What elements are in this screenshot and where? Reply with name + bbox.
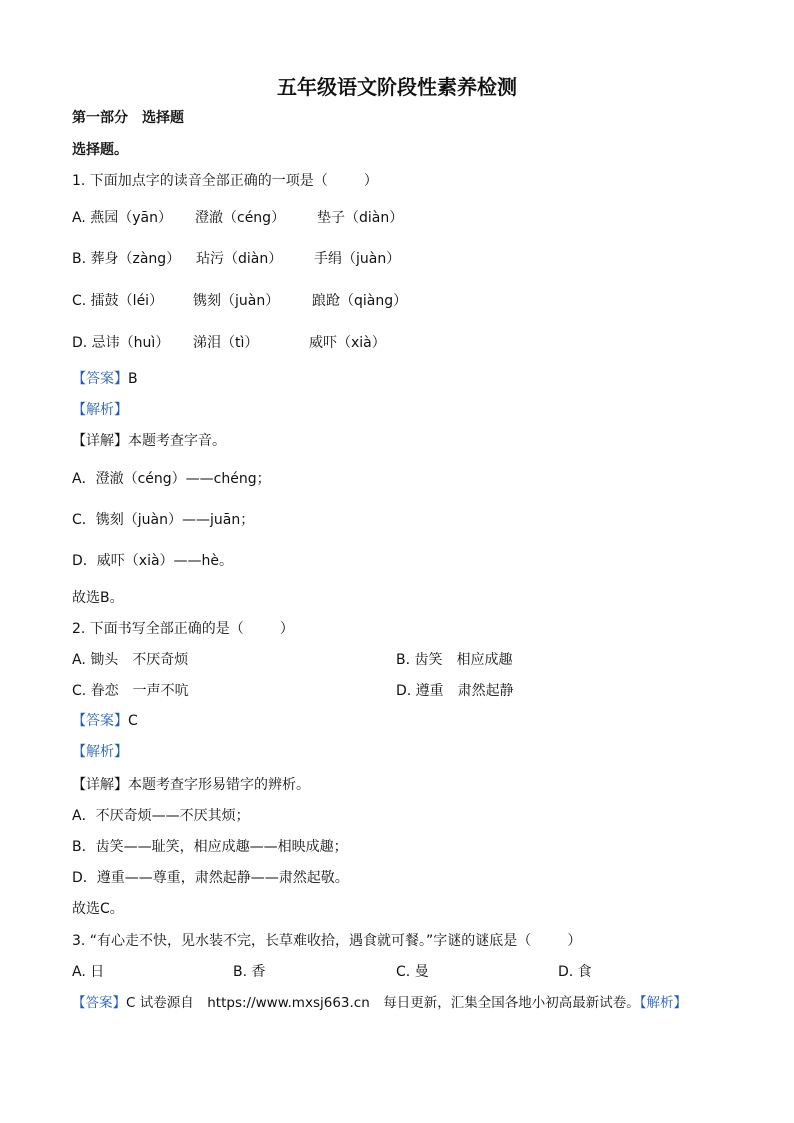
q1-stem-text: 1. 下面加点字的读音全部正确的一项是（ [72, 173, 328, 189]
q2-explain-line: A．不厌奇烦——不厌其烦； [72, 808, 250, 824]
option-word: 涕泪（tì） [193, 335, 259, 351]
q1-explain-line: D．威吓（xià）——hè。 [72, 553, 234, 569]
answer-value: C [126, 995, 136, 1011]
option-d: D. 遵重 肃然起静 [396, 683, 514, 699]
detail-text: 本题考查字形易错字的辨析。 [128, 777, 310, 793]
option-word: 澄澈（céng） [195, 210, 286, 226]
q1-detail [72, 432, 226, 450]
q1-conclusion: 故选B。 [72, 590, 124, 606]
option-word: B. 葬身（zàng） [72, 251, 181, 267]
q1-stem [72, 172, 378, 190]
analysis-tag: 【解析】 [639, 995, 688, 1011]
q1-option-a [72, 209, 672, 227]
option-c: C. 眷恋 一声不吭 [72, 683, 189, 699]
q1-stem-close: ） [363, 173, 378, 189]
option-word: A. 燕园（yān） [72, 210, 172, 226]
q2-options-row-2 [72, 682, 722, 700]
option-word: 垫子（diàn） [317, 210, 404, 226]
answer-tag: 【答案】 [72, 371, 128, 387]
detail-tag: 【详解】 [72, 777, 128, 793]
option-b: B. 香 [233, 964, 266, 980]
q2-answer [72, 712, 138, 730]
option-word: D. 忌讳（huì） [72, 335, 170, 351]
option-word: 镌刻（juàn） [193, 293, 280, 309]
answer-tag: 【答案】 [72, 713, 128, 729]
q2-stem [72, 620, 294, 638]
answer-value: B [128, 371, 138, 387]
q1-option-d [72, 334, 672, 352]
option-a: A. 锄头 不厌奇烦 [72, 652, 189, 668]
option-d: D. 食 [558, 964, 592, 980]
option-word: 踉跄（qiàng） [312, 293, 408, 309]
q1-answer [72, 370, 138, 388]
option-word: C. 擂鼓（léi） [72, 293, 164, 309]
detail-tag: 【详解】 [72, 433, 128, 449]
answer-value: C [128, 713, 138, 729]
q2-stem-text: 2. 下面书写全部正确的是（ [72, 621, 244, 637]
option-b: B. 齿笑 相应成趣 [396, 652, 513, 668]
q2-stem-close: ） [279, 621, 294, 637]
q1-option-b [72, 250, 672, 268]
answer-tag: 【答案】 [72, 995, 126, 1011]
q3-stem-text: 3. “有心走不快，见水装不完，长草难收拾，遇食就可餐。”字谜的谜底是（ [72, 933, 532, 949]
q2-explain-line: D．遵重——尊重，肃然起静——肃然起敬。 [72, 870, 349, 886]
q1-explain-line: C．镌刻（juàn）——juān； [72, 512, 255, 528]
q1-explain-line: A．澄澈（céng）——chéng； [72, 471, 271, 487]
q3-options [72, 963, 722, 981]
source-note: 试卷源自 https://www.mxsj663.cn 每日更新，汇集全国各地小初高最新试卷。 [139, 995, 640, 1011]
q2-detail [72, 776, 310, 794]
q2-conclusion: 故选C。 [72, 901, 124, 917]
q1-analysis-tag: 【解析】 [72, 402, 128, 418]
option-word: 威吓（xià） [309, 335, 386, 351]
q2-options-row-1 [72, 651, 722, 669]
option-c: C. 曼 [396, 964, 429, 980]
detail-text: 本题考查字音。 [128, 433, 226, 449]
section-heading: 第一部分 选择题 [72, 110, 184, 126]
subsection-heading: 选择题。 [72, 142, 128, 158]
page-title: 五年级语文阶段性素养检测 [277, 75, 517, 99]
q3-stem [72, 932, 581, 950]
q3-stem-close: ） [567, 933, 582, 949]
q1-option-c [72, 292, 672, 310]
option-word: 手绢（juàn） [314, 251, 401, 267]
option-word: 玷污（diàn） [196, 251, 283, 267]
q3-answer [72, 994, 687, 1012]
q2-explain-line: B．齿笑——耻笑，相应成趣——相映成趣； [72, 839, 348, 855]
q2-analysis-tag: 【解析】 [72, 744, 128, 760]
option-a: A. 日 [72, 964, 105, 980]
